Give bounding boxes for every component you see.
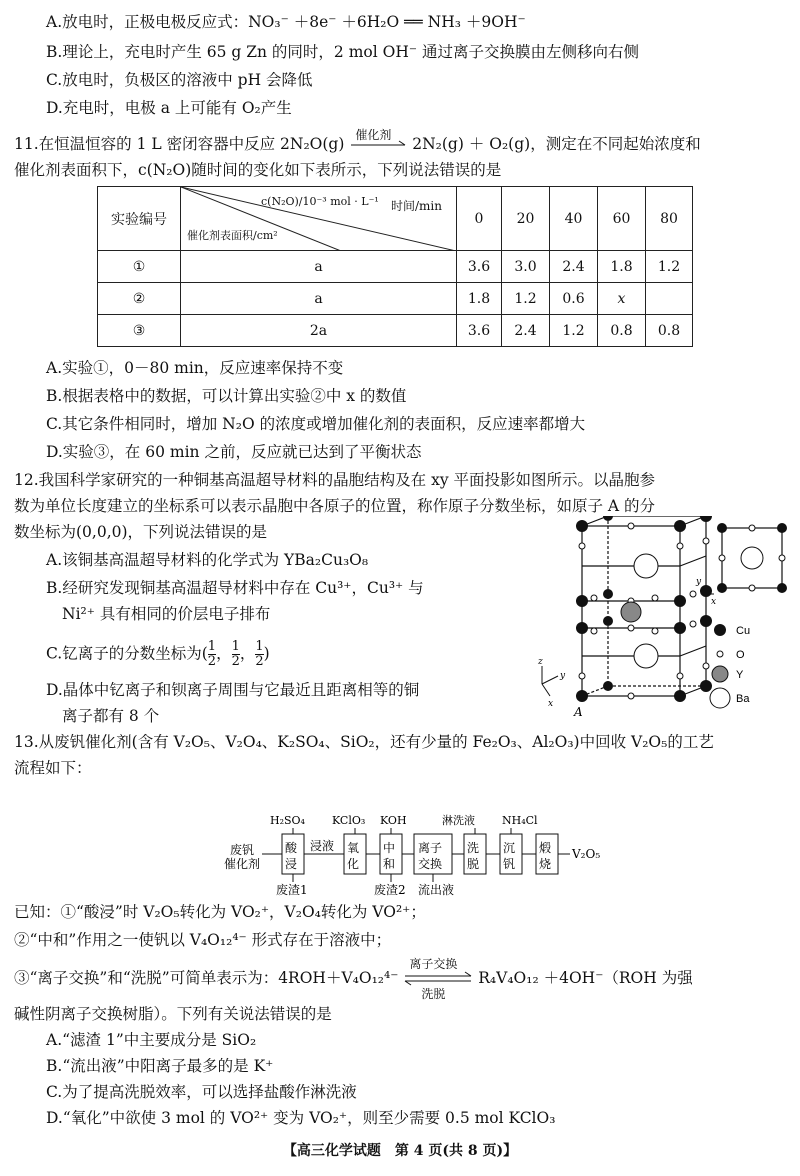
q10-option-c: C.放电时，负极区的溶液中 pH 会降低 xyxy=(46,71,313,89)
q11-stem-line2: 催化剂表面积下，c(N₂O)随时间的变化如下表所示，下列说法错误的是 xyxy=(14,161,502,179)
cell: 2.4 xyxy=(502,315,550,347)
q13-stem-line2: 流程如下： xyxy=(14,759,92,777)
y-atom xyxy=(621,602,641,622)
step-precip-1: 沉 xyxy=(503,841,516,855)
step-elute-2: 脱 xyxy=(467,857,480,871)
q11-option-a: A.实验①，0－80 min，反应速率保持不变 xyxy=(46,359,344,377)
row-id: ② xyxy=(98,283,181,315)
cell xyxy=(646,283,693,315)
reagent-nh4cl: NH₄Cl xyxy=(502,814,538,827)
cell: 1.8 xyxy=(598,251,646,283)
table-row xyxy=(98,251,693,283)
q13-known-1: 已知：①“酸浸”时 V₂O₅转化为 VO₂⁺，V₂O₄转化为 VO²⁺； xyxy=(14,903,426,921)
step-ox-1: 氧 xyxy=(347,841,360,855)
flow-mid-label: 浸液 xyxy=(310,839,335,853)
ion-exchange-arrow xyxy=(403,957,473,1001)
cell: 3.0 xyxy=(502,251,550,283)
q10-option-b: B.理论上，充电时产生 65 g Zn 的同时，2 mol OH⁻ 通过离子交换膜由左侧移向右侧 xyxy=(46,43,639,61)
flow-start-2: 催化剂 xyxy=(224,857,261,871)
step-elute-1: 洗 xyxy=(467,841,480,855)
q12-stem-line2: 数为单位长度建立的坐标系可以表示晶胞中各原子的位置，称作原子分数坐标，如原子 A 的分 xyxy=(14,497,656,515)
proj-axis-x: x xyxy=(711,597,717,607)
step-neut-2: 和 xyxy=(383,857,396,871)
cell: 1.2 xyxy=(646,251,693,283)
arrow-bottom-label: 洗脱 xyxy=(421,987,446,1001)
q11-stem-part1: 11.在恒温恒容的 1 L 密闭容器中反应 2N₂O(g) xyxy=(14,135,345,153)
catalyst-arrow xyxy=(349,128,407,154)
cell: x xyxy=(598,283,646,315)
fraction xyxy=(208,640,216,669)
legend xyxy=(710,624,730,708)
q12-c-suffix: ) xyxy=(263,644,270,663)
fraction-num: 1 xyxy=(255,639,264,654)
q13-option-c: C.为了提高洗脱效率，可以选择盐酸作淋洗液 xyxy=(46,1083,357,1101)
fraction-num: 1 xyxy=(207,639,217,654)
row-area: 2a xyxy=(181,315,457,347)
flow-start-1: 废钒 xyxy=(230,843,255,857)
output-effluent: 流出液 xyxy=(418,883,455,896)
fraction xyxy=(232,640,240,669)
header-conc: c(N₂O)/10⁻³ mol · L⁻¹ xyxy=(261,195,379,208)
q12-option-c: C.钇离子的分数坐标为( $\frac{1}{2}$ ， $\frac{1}{2}$ ， $\frac{1}{2}$ ) xyxy=(46,639,270,669)
flow-product: V₂O₅ xyxy=(572,847,601,861)
time-20: 20 xyxy=(502,187,550,251)
q13-option-b: B.“流出液”中阳离子最多的是 K⁺ xyxy=(46,1057,274,1075)
legend-ba: Ba xyxy=(736,693,750,705)
time-60: 60 xyxy=(598,187,646,251)
step-precip-2: 钒 xyxy=(503,857,516,871)
q13-option-a: A.“滤渣 1”中主要成分是 SiO₂ xyxy=(46,1031,257,1049)
row-area: a xyxy=(181,283,457,315)
step-calc-1: 煅 xyxy=(539,841,552,855)
axis-y: y xyxy=(560,671,566,681)
reagent-leach: 淋洗液 xyxy=(442,814,475,827)
q13-stem-line1: 13.从废钒催化剂(含有 V₂O₅、V₂O₄、K₂SO₄、SiO₂，还有少量的 Fe₂O₃、Al₂O₃)中回收 V₂O₅的工艺 xyxy=(14,733,714,751)
reagent-h2so4: H₂SO₄ xyxy=(270,814,305,827)
q10-option-a: A.放电时，正极电极反应式：NO₃⁻ ＋8e⁻ ＋6H₂O ══ NH₃ ＋9OH⁻ xyxy=(46,13,526,31)
time-40: 40 xyxy=(550,187,598,251)
q11-option-c: C.其它条件相同时，增加 N₂O 的浓度或增加催化剂的表面积，反应速率都增大 xyxy=(46,415,586,433)
header-time: 时间/min xyxy=(391,199,442,213)
arrow-top-label: 离子交换 xyxy=(409,957,458,971)
header-diagonal-cell xyxy=(181,187,457,251)
q12-option-d-line1: D.晶体中钇离子和钡离子周围与它最近且距离相等的铜 xyxy=(46,681,420,699)
step-ox-2: 化 xyxy=(347,857,360,871)
time-80: 80 xyxy=(646,187,693,251)
cell: 3.6 xyxy=(457,315,502,347)
cell: 2.4 xyxy=(550,251,598,283)
fraction-den: 2 xyxy=(255,654,264,669)
q13-known-4: 碱性阴离子交换树脂）。下列有关说法错误的是 xyxy=(14,1005,332,1023)
header-exp-id: 实验编号 xyxy=(98,187,181,251)
q12-stem-line3: 数坐标为(0,0,0)，下列说法错误的是 xyxy=(14,523,268,541)
cu-atoms xyxy=(576,516,712,702)
q11-stem-part2: 2N₂(g) ＋ O₂(g)，测定在不同起始浓度和 xyxy=(412,135,701,153)
q13-option-d: D.“氧化”中欲使 3 mol 的 VO²⁺ 变为 VO₂⁺，则至少需要 0.5 mol KClO₃ xyxy=(46,1109,556,1127)
catalyst-label: 催化剂 xyxy=(355,128,392,142)
fraction-num: 1 xyxy=(231,639,240,654)
step-ionex-1: 离子 xyxy=(418,841,443,855)
q12-option-a: A.该铜基高温超导材料的化学式为 YBa₂Cu₃O₈ xyxy=(46,551,369,569)
fraction-den: 2 xyxy=(207,654,217,669)
cell: 0.8 xyxy=(646,315,693,347)
legend-cu: Cu xyxy=(736,625,751,637)
axis-z: z xyxy=(538,657,543,667)
cell: 1.2 xyxy=(550,315,598,347)
reversible-arrow-icon xyxy=(349,134,407,154)
time-0: 0 xyxy=(457,187,502,251)
step-calc-2: 烧 xyxy=(539,857,552,871)
projection-square xyxy=(717,523,787,593)
q11-option-d: D.实验③，在 60 min 之前，反应就已达到了平衡状态 xyxy=(46,443,422,461)
process-flowchart xyxy=(210,808,620,896)
cell: 1.8 xyxy=(457,283,502,315)
crystal-cell-figure xyxy=(530,516,800,726)
proj-axis-y: y xyxy=(696,577,702,587)
fraction xyxy=(255,640,263,669)
step-acid-2: 浸 xyxy=(285,857,298,871)
row-id: ① xyxy=(98,251,181,283)
q11-option-b: B.根据表格中的数据，可以计算出实验②中 x 的数值 xyxy=(46,387,407,405)
q12-c-prefix: C.钇离子的分数坐标为( xyxy=(46,644,208,663)
output-slag1: 废渣1 xyxy=(276,883,308,896)
step-acid-1: 酸 xyxy=(285,841,298,855)
q12-option-b-line2: Ni²⁺ 具有相同的价层电子排布 xyxy=(62,605,271,623)
q10-option-d: D.充电时，电极 a 上可能有 O₂产生 xyxy=(46,99,292,117)
row-area: a xyxy=(181,251,457,283)
output-slag2: 废渣2 xyxy=(374,883,406,896)
cell: 0.6 xyxy=(550,283,598,315)
q12-option-d-line2: 离子都有 8 个 xyxy=(62,707,160,725)
q13-known-2: ②“中和”作用之一使钒以 V₄O₁₂⁴⁻ 形式存在于溶液中； xyxy=(14,931,392,949)
header-area: 催化剂表面积/cm² xyxy=(187,229,278,242)
reagent-koh: KOH xyxy=(380,814,407,827)
q13-known-3-right: R₄V₄O₁₂ ＋4OH⁻（ROH 为强 xyxy=(478,969,693,987)
table-row xyxy=(98,315,693,347)
page-footer: 【高三化学试题 第 4 页(共 8 页)】 xyxy=(282,1143,518,1159)
legend-y: Y xyxy=(736,669,744,681)
reagent-kclo3: KClO₃ xyxy=(332,814,366,827)
q12-stem-line1: 12.我国科学家研究的一种铜基高温超导材料的晶胞结构及在 xy 平面投影如图所示。以晶胞参 xyxy=(14,471,656,489)
atom-a-label: A xyxy=(574,705,583,719)
q11-stem-line1 xyxy=(14,128,701,154)
cell: 1.2 xyxy=(502,283,550,315)
q13-known-3 xyxy=(14,957,693,1001)
legend-o: O xyxy=(736,649,745,661)
q12-option-b-line1: B.经研究发现铜基高温超导材料中存在 Cu³⁺，Cu³⁺ 与 xyxy=(46,579,424,597)
fraction-den: 2 xyxy=(231,654,240,669)
axes-icon xyxy=(542,666,558,696)
step-ionex-2: 交换 xyxy=(418,857,443,871)
q13-known-3-left: ③“离子交换”和“洗脱”可简单表示为：4ROH＋V₄O₁₂⁴⁻ xyxy=(14,969,399,987)
cell: 3.6 xyxy=(457,251,502,283)
row-id: ③ xyxy=(98,315,181,347)
table-row xyxy=(98,283,693,315)
cell: 0.8 xyxy=(598,315,646,347)
axis-x: x xyxy=(548,699,554,709)
step-neut-1: 中 xyxy=(383,841,396,855)
experiment-table xyxy=(97,186,693,347)
